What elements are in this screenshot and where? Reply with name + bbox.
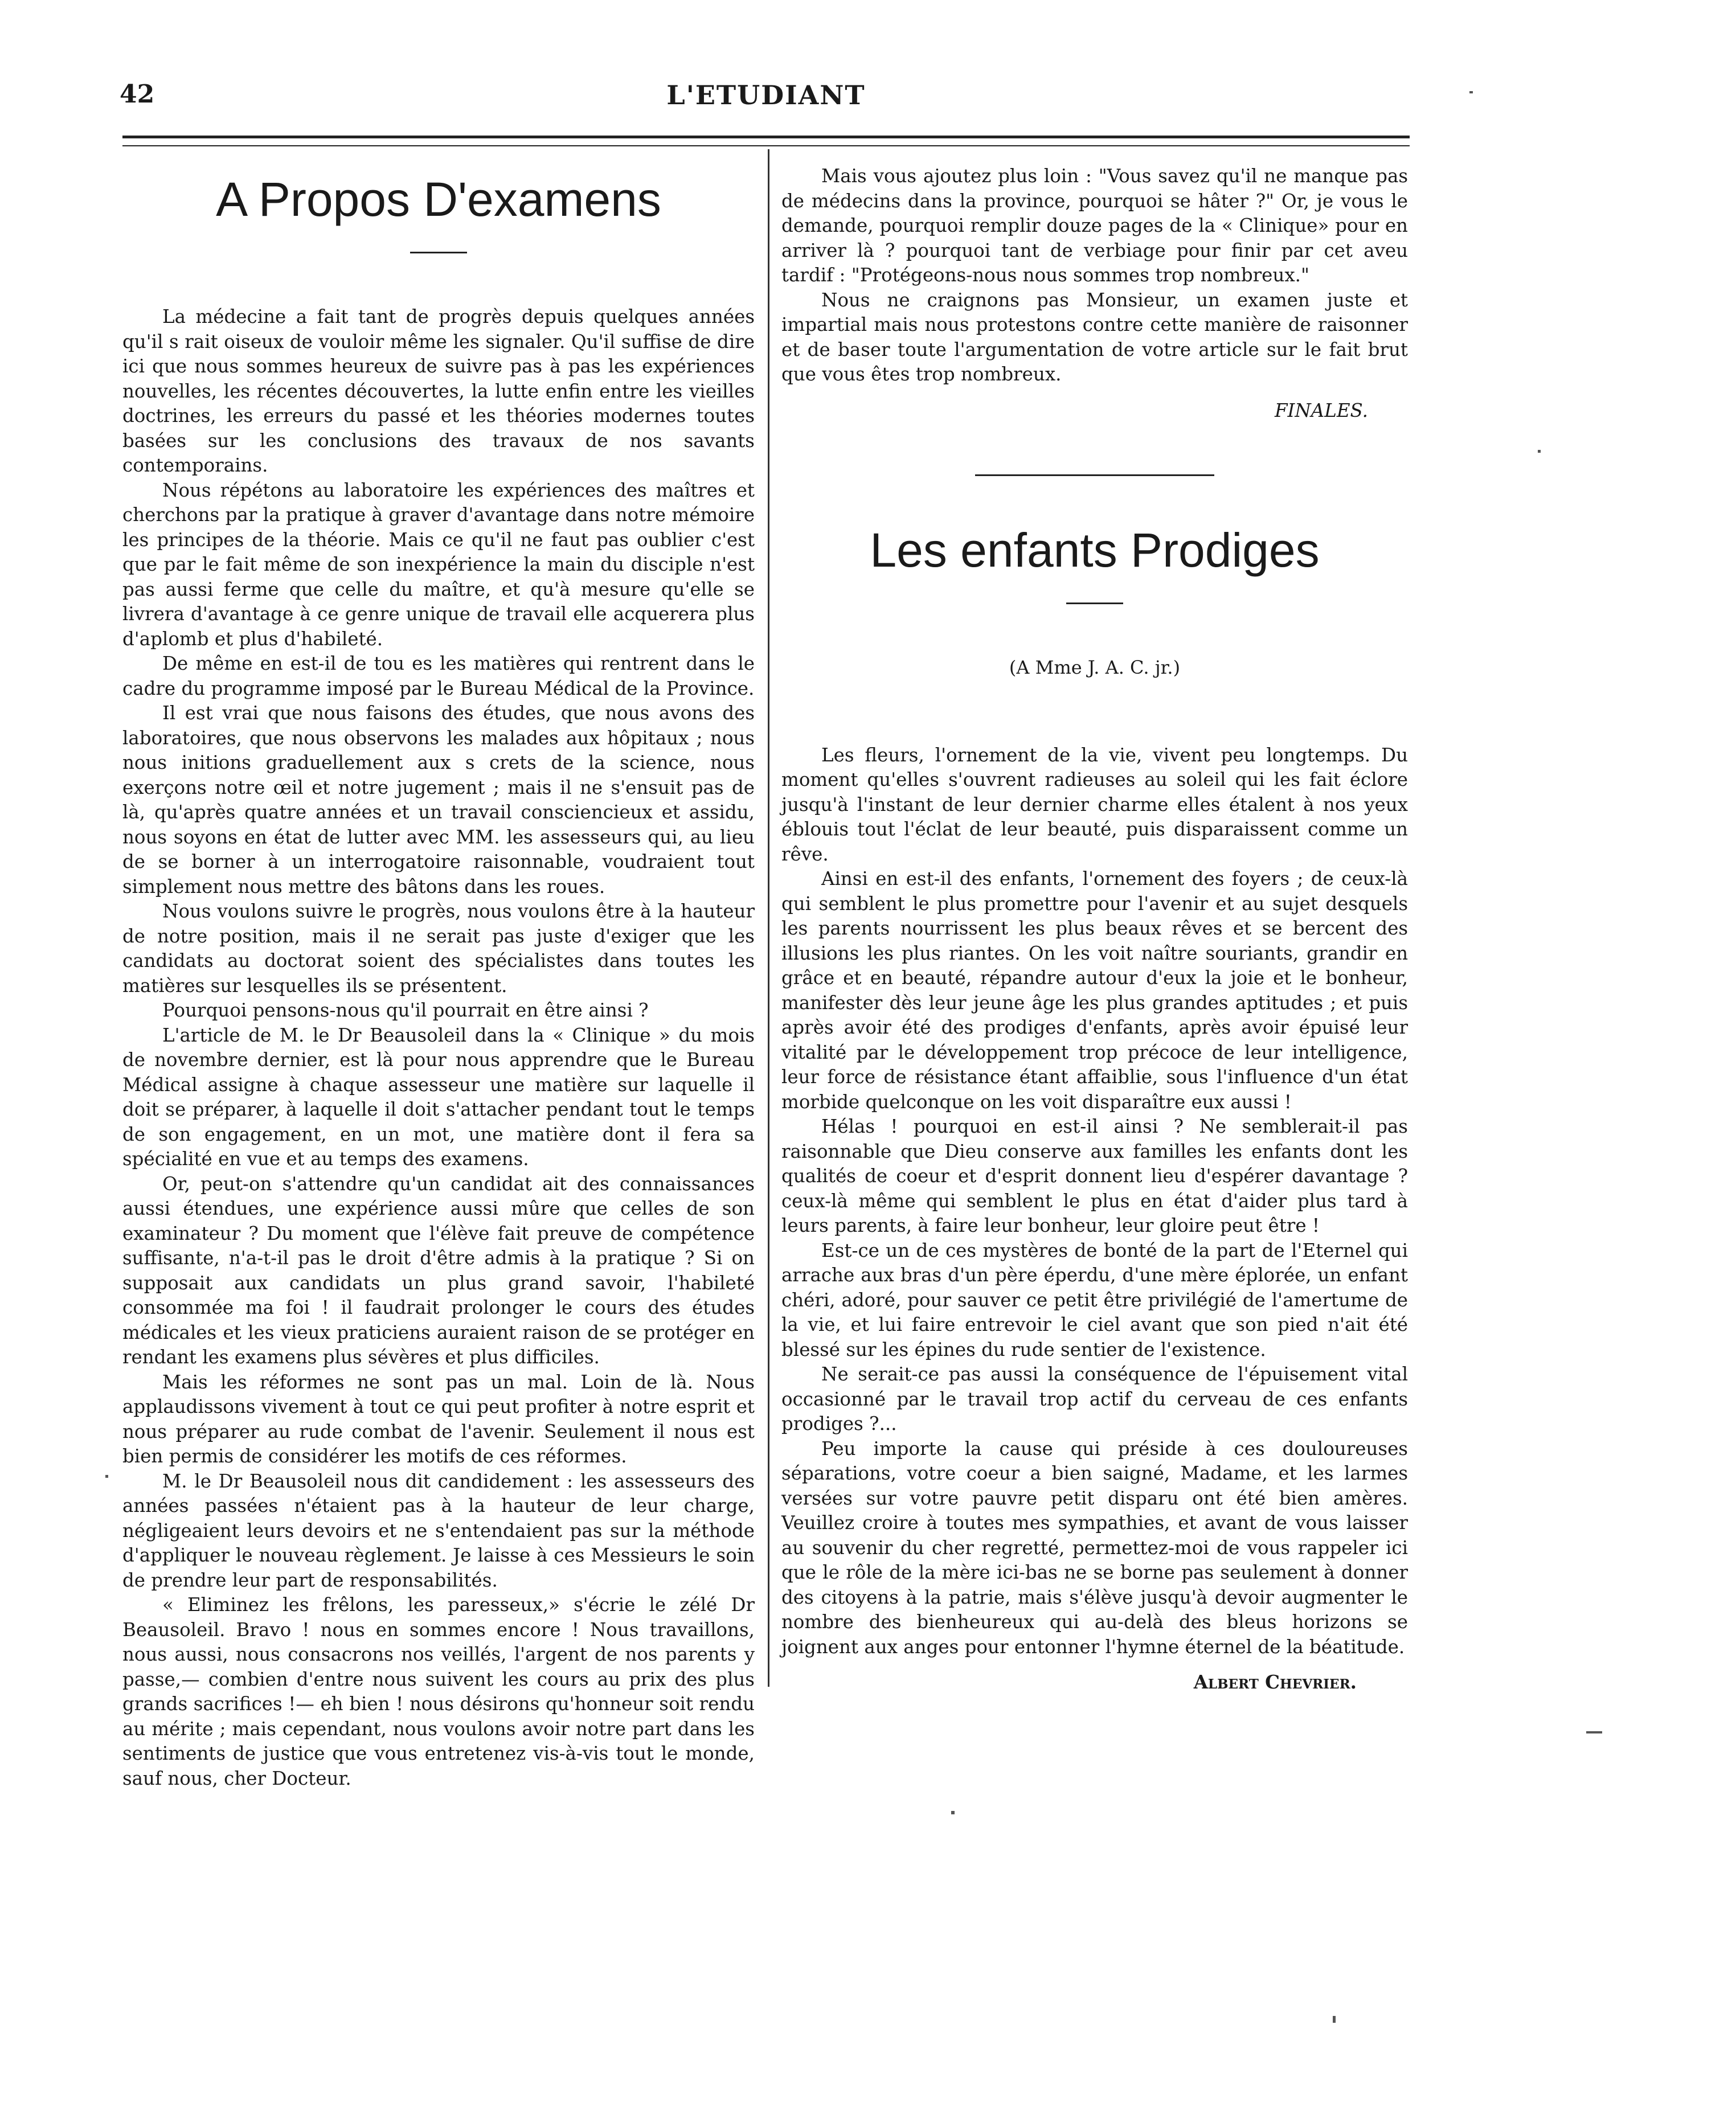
page-header [120, 80, 1412, 114]
scan-speck [951, 1811, 955, 1814]
paragraph: L'article de M. le Dr Beausoleil dans la « Clinique » du mois de novembre dernier, est là pour nous apprendre que le Bureau Médical assigne à chaque assesseur une matière sur laquelle il doit se préparer, à laquelle il doit s'attacher pendant tout le temps de son engagement, en un mot, une matière dont il fera sa spécialité en vue et au temps des examens. [122, 1024, 755, 1170]
paragraph: Mais les réformes ne sont pas un mal. Loin de là. Nous applaudissons vivement à tout ce qui peut profiter à notre esprit et nous préparer au rude combat de l'avenir. Seulement il nous est bien permis de considérer les motifs de ces réformes. [122, 1371, 755, 1467]
paragraph: Nous voulons suivre le progrès, nous voulons être à la hauteur de notre position, mais il ne serait pas juste d'exiger que les candidats au doctorat soient des spécialistes dans toutes les matières sur lesquelles ils se présentent. [122, 900, 755, 997]
journal-title: L'ETUDIANT [666, 80, 866, 110]
paragraph: Nous répétons au laboratoire les expériences des maîtres et cherchons par la pratique à graver d'avantage dans notre mémoire les principes de la théorie. Mais ce qu'il ne faut pas oublier c'est que par le fait même de son inexpérience la main du disciple n'est pas aussi ferme que celle du maître, et qu'à mesure qu'elle se livrera d'avantage à ce genre unique de travail elle acquerera plus d'aplomb et plus d'habileté. [122, 479, 755, 650]
paragraph: La médecine a fait tant de progrès depuis quelques années qu'il s rait oiseux de vouloir même les signaler. Qu'il suffise de dire ici que nous sommes heureux de suivre pas à pas les expériences nouvelles, les récentes découvertes, la lutte enfin entre les vieilles doctrines, les erreurs du passé et les théories modernes toutes basées sur les conclusions des travaux de nos savants contemporains. [122, 306, 755, 476]
paragraph: Ainsi en est-il des enfants, l'ornement des foyers ; de ceux-là qui semblent le plus promettre pour l'avenir et au sujet desquels les parents nourrissent les plus beaux rêves et se bercent des illusions les plus riantes. On les voit naître souriants, grandir en grâce et en beauté, répandre autour d'eux la joie et le bonheur, manifester dès leur jeune âge les plus grandes aptitudes ; et puis après avoir été des prodiges d'enfants, après avoir épuisé leur vitalité par le développement trop précoce de leur intelligence, leur force de résistance étant affaiblie, sous l'influence d'un état morbide quelconque on les voit disparaître eux aussi ! [781, 868, 1408, 1113]
title-rule [410, 252, 467, 253]
scan-speck [105, 1475, 108, 1478]
paragraph: Est-ce un de ces mystères de bonté de la part de l'Eternel qui arrache aux bras d'un père éperdu, d'une mère éplorée, un enfant chéri, adoré, pour sauver ce petit être privilégié de l'amertume de la vie, et lui faire entrevoir le ciel avant que son pied n'ait été blessé sur les épines du rude sentier de l'existence. [781, 1239, 1408, 1360]
paragraph: Les fleurs, l'ornement de la vie, vivent peu longtemps. Du moment qu'elles s'ouvrent radieuses au soleil qui les fait éclore jusqu'à l'instant de leur dernier charme elles étalent à nos yeux éblouis tout l'éclat de leur beauté, puis disparaissent comme un rêve. [781, 744, 1408, 865]
article-title: A Propos D'examens [216, 173, 661, 226]
dedication: (A Mme J. A. C. jr.) [1009, 657, 1181, 678]
article-title: Les enfants Prodiges [870, 523, 1320, 577]
paragraph: Or, peut-on s'attendre qu'un candidat ait des connaissances aussi étendues, une expérience aussi mûre que celles de son examinateur ? Du moment que l'élève fait preuve de compétence suffisante, n'a-t-il pas le droit d'être admis à la pratique ? Si on supposait aux candidats un plus grand savoir, l'habileté consommée ma foi ! il faudrait prolonger le cours des études médicales et les vieux praticiens auraient raison de se protéger en rendant les examens plus sévères et plus difficiles. [122, 1173, 755, 1368]
scan-speck [1586, 1731, 1602, 1733]
scan-speck [1469, 91, 1473, 93]
column-divider [768, 149, 769, 1687]
paragraph: Peu importe la cause qui préside à ces douloureuses séparations, votre coeur a bien saigné, Madame, et les larmes versées sur votre pauvre petit disparu ont été bien amères. Veuillez croire à toutes mes sympathies, et avant de vous laisser au souvenir du cher regretté, permettez-moi de vous rappeler ici que le rôle de la mère ici-bas ne se borne pas seulement à donner des citoyens à la patrie, mais s'élève jusqu'à devoir augmenter le nombre des bienheureux qui au-delà des bleus horizons se joignent aux anges pour entonner l'hymne éternel de la béatitude. [781, 1437, 1408, 1658]
paragraph: Il est vrai que nous faisons des études, que nous avons des laboratoires, que nous observons les malades aux hôpitaux ; nous nous initions graduellement aux s crets de la science, nous exerçons notre œil et notre jugement ; mais il ne s'ensuit pas de là, qu'après quatre années et un travail consciencieux et assidu, nous soyons en état de lutter avec MM. les assesseurs qui, au lieu de se borner à un interrogatoire raisonnable, voudraient tout simplement nous mettre des bâtons dans les roues. [122, 702, 755, 897]
author-signature: Albert Chevrier. [1193, 1671, 1357, 1693]
right-column [781, 164, 1408, 1695]
page-number: 42 [120, 80, 155, 109]
paragraph: « Eliminez les frêlons, les paresseux,» s'écrie le zélé Dr Beausoleil. Bravo ! nous en sommes encore ! Nous travaillons, nous aussi, nous consacrons nos veillés, l'argent de nos parents y passe,— combien d'entre nous suivent les cours au prix des plus grands sacrifices !— eh bien ! nous désirons qu'honneur soit rendu au mérite ; mais cependant, nous voulons avoir notre part dans les sentiments de justice que vous entretenez vis-à-vis tout le monde, sauf nous, cher Docteur. [122, 1594, 755, 1789]
scan-speck [1538, 450, 1541, 453]
paragraph: Nous ne craignons pas Monsieur, un examen juste et impartial mais nous protestons contre cette manière de raisonner et de baser toute l'argumentation de votre article sur le fait brut que vous êtes trop nombreux. [781, 289, 1408, 385]
paragraph: De même en est-il de tou es les matières qui rentrent dans le cadre du programme imposé par le Bureau Médical de la Province. [122, 653, 755, 699]
scan-speck [1333, 2016, 1336, 2023]
title-rule [1066, 603, 1123, 604]
paragraph: Pourquoi pensons-nous qu'il pourrait en être ainsi ? [162, 999, 649, 1021]
left-column [122, 171, 755, 1791]
article-separator [975, 474, 1214, 476]
paragraph: Hélas ! pourquoi en est-il ainsi ? Ne semblerait-il pas raisonnable que Dieu conserve aux familles les enfants dont les qualités de coeur et d'esprit donnent lieu d'espérer davantage ? ceux-là même qui semblent le plus en état d'aider plus tard à leurs parents, à faire leur bonheur, leur gloire peut être ! [781, 1116, 1408, 1236]
article-signature: FINALES. [1274, 399, 1368, 421]
paragraph: Mais vous ajoutez plus loin : "Vous savez qu'il ne manque pas de médecins dans la province, pourquoi se hâter ?" Or, je vous le demande, pourquoi remplir douze pages de la « Clinique» pour en arriver là ? pourquoi tant de verbiage pour finir par cet aveu tardif : "Protégeons-nous nous sommes trop nombreux." [781, 165, 1408, 286]
header-rule [122, 136, 1410, 146]
paragraph: Ne serait-ce pas aussi la conséquence de l'épuisement vital occasionné par le travail trop actif du cerveau de ces enfants prodiges ?... [781, 1363, 1408, 1435]
paragraph: M. le Dr Beausoleil nous dit candidement : les assesseurs des années passées n'étaient pas à la hauteur de leur charge, négligeaient leurs devoirs et ne s'entendaient pas sur la méthode d'appliquer le nouveau règlement. Je laisse à ces Messieurs le soin de prendre leur part de responsabilités. [122, 1470, 755, 1591]
